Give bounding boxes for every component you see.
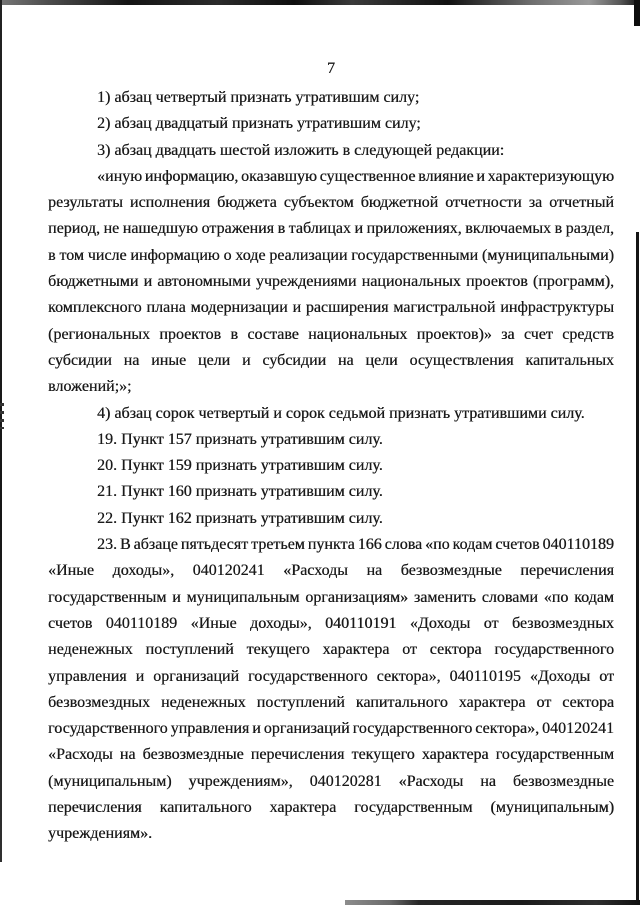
text-line: «иную информацию, оказавшую существенное влияние и характеризующую xyxy=(97,167,614,185)
text-line: (муниципальным) учреждениям», 040120281 «Расходы на безвозмездные xyxy=(48,772,614,790)
text-line: период, не нашедшую отражения в таблицах и приложениях, включаемых в раздел, xyxy=(48,220,614,238)
scan-edge-right xyxy=(636,232,639,905)
text-line: в том числе информацию о ходе реализации государственными (муниципальными) xyxy=(48,246,614,264)
text-line: государственного управления и организаций государственного сектора», 040120241 xyxy=(48,720,614,738)
text-line: 1) абзац четвертый признать утратившим силу; xyxy=(97,89,420,106)
text-line: 23. В абзаце пятьдесят третьем пункта 166 слова «по кодам счетов 040110189 xyxy=(97,536,614,554)
text-line: учреждениям». xyxy=(48,825,153,843)
scan-edge-bottom xyxy=(345,900,640,905)
text-line: 3) абзац двадцать шестой изложить в следующей редакции: xyxy=(97,141,505,159)
text-line: управления и организаций государственного сектора», 040110195 «Доходы от xyxy=(48,667,614,685)
text-line: результаты исполнения бюджета субъектом бюджетной отчетности за отчетный xyxy=(48,194,614,212)
scan-edge-top xyxy=(0,0,640,5)
text-line: 21. Пункт 160 признать утратившим силу. xyxy=(97,483,383,501)
text-line: субсидии на иные цели и субсидии на цели осуществления капитальных xyxy=(48,351,614,369)
text-line: безвозмездных неденежных поступлений капитального характера от сектора xyxy=(48,693,614,711)
text-line: 22. Пункт 162 признать утратившим силу. xyxy=(97,509,383,527)
text-line: «Иные доходы», 040120241 «Расходы на безвозмездные перечисления xyxy=(48,562,614,580)
page-number: 7 xyxy=(327,60,335,77)
text-line: (региональных проектов в составе национальных проектов)» за счет средств xyxy=(48,325,614,343)
scan-edge-left xyxy=(0,0,2,862)
text-line: «Расходы на безвозмездные перечисления текущего характера государственным xyxy=(48,746,614,764)
text-line: государственным и муниципальным организациям» заменить словами «по кодам xyxy=(48,588,614,606)
text-line: 19. Пункт 157 признать утратившим силу. xyxy=(97,430,383,448)
scan-edge-top-right-corner xyxy=(634,0,640,26)
text-line: неденежных поступлений текущего характера от сектора государственного xyxy=(48,641,614,659)
text-line: перечисления капитального характера государственным (муниципальным) xyxy=(48,799,614,817)
text-line: 4) абзац сорок четвертый и сорок седьмой признать утратившими силу. xyxy=(97,404,585,422)
text-line: комплексного плана модернизации и расширения магистральной инфраструктуры xyxy=(48,299,614,317)
text-line: счетов 040110189 «Иные доходы», 040110191 «Доходы от безвозмездных xyxy=(48,614,614,632)
document-body xyxy=(48,85,614,848)
text-line: 2) абзац двадцатый признать утратившим силу; xyxy=(97,115,421,133)
text-line: бюджетными и автономными учреждениями национальных проектов (программ), xyxy=(48,273,614,291)
text-line: вложений;»; xyxy=(48,378,132,396)
text-line: 20. Пункт 159 признать утратившим силу. xyxy=(97,457,383,475)
scan-edge-left-ticks xyxy=(0,403,4,429)
